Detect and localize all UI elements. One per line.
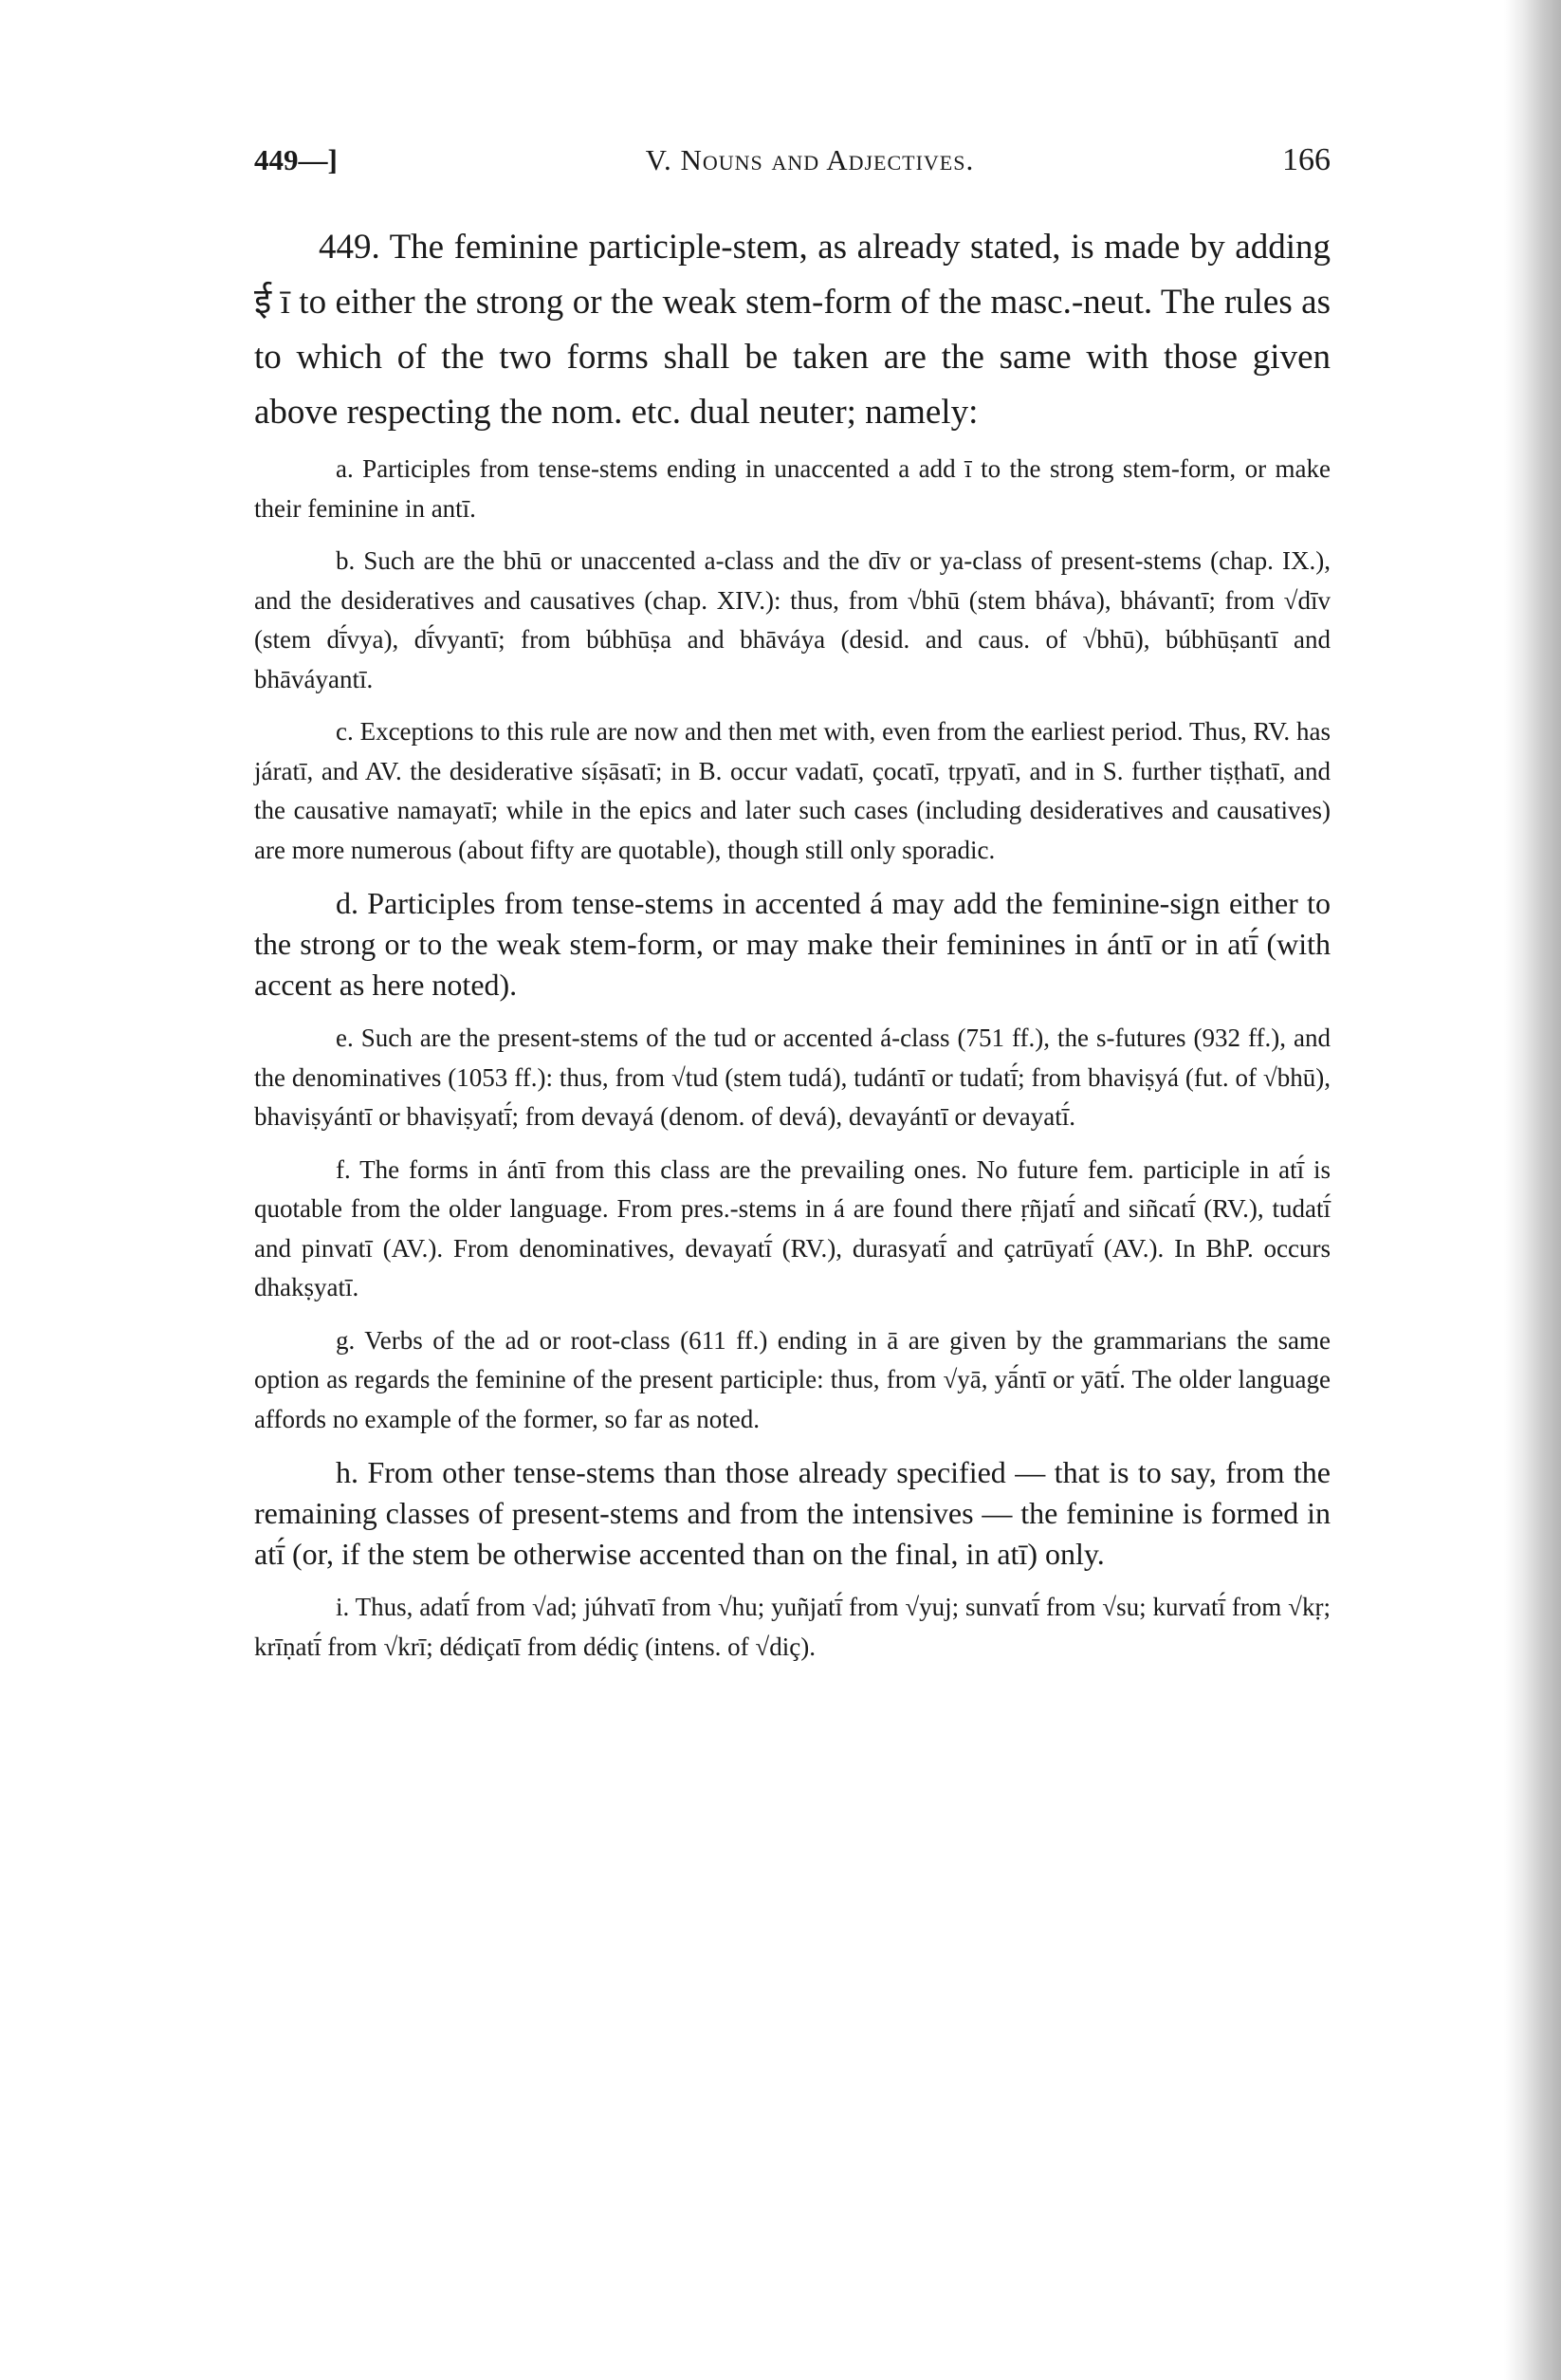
book-page: [254, 142, 1331, 1667]
header-chapter-title: V. Nouns and Adjectives.: [645, 143, 975, 176]
section-e: e. Such are the present-stems of the tud or accented á-class (751 ff.), the s-futures (932 ff.), and the denominatives (1053 ff.): thus, from √tud (stem tudá), tudántī or tudatī́; from bhaviṣyá (fut. of √bhū), bhaviṣyántī or bhaviṣyatī́; from devayá (denom. of devá), devayántī or devayatī́.: [254, 1024, 1331, 1131]
section-h: h. From other tense-stems than those already specified — that is to say, from the remaining classes of present-stems and from the intensives — the feminine is formed in atī́ (or, if the stem be otherwise accented than on the final, in atī) only.: [254, 1455, 1331, 1571]
section-g: g. Verbs of the ad or root-class (611 ff.) ending in ā are given by the grammarians the same option as regards the feminine of the present participle: thus, from √yā, yā́ntī or yātī́. The older language affords no example of the former, so far as noted.: [254, 1325, 1331, 1433]
section-i: i. Thus, adatī́ from √ad; júhvatī from √hu; yuñjatī́ from √yuj; sunvatī́ from √su; kurvatī́ from √kṛ; krīṇatī́ from √krī; dédiçatī from dédiç (intens. of √diç).: [254, 1593, 1331, 1661]
paragraph-449: 449. The feminine participle-stem, as already stated, is made by adding ई ī to either the strong or the weak stem-form of the masc.-neut. The rules as to which of the two forms shall be taken are the same with those given above respecting the nom. etc. dual neuter; namely:: [254, 228, 1331, 432]
running-header: [254, 142, 1331, 178]
header-section-range: 449—]: [254, 143, 338, 176]
page-edge-shadow: [1504, 0, 1561, 2380]
section-d: d. Participles from tense-stems in accented á may add the feminine-sign either to the strong or to the weak stem-form, or may make their feminines in ántī or in atī́ (with accent as here noted).: [254, 886, 1331, 1002]
section-a: a. Participles from tense-stems ending in unaccented a add ī to the strong stem-form, or make their feminine in antī.: [254, 454, 1331, 523]
section-f: f. The forms in ántī from this class are the prevailing ones. No future fem. participle in atī́ is quotable from the older language. From pres.-stems in á are found there ṛñjatī́ and siñcatī́ (RV.), tudatī́ and pinvatī (AV.). From denominatives, devayatī́ (RV.), durasyatī́ and çatrūyatī́ (AV.). In BhP. occurs dhakṣyatī.: [254, 1154, 1331, 1301]
main-paragraph-block: [254, 220, 1331, 440]
section-c: c. Exceptions to this rule are now and then met with, even from the earliest period. Thus, RV. has járatī, and AV. the desiderative síṣāsatī; in B. occur vadatī, çocatī, tṛpyatī, and in S. further tiṣṭhatī, and the causative namayatī; while in the epics and later such cases (including desideratives and causatives) are more numerous (about fifty are quotable), though still only sporadic.: [254, 717, 1331, 864]
section-b: b. Such are the bhū or unaccented a-class and the dīv or ya-class of present-stems (chap. IX.), and the desideratives and causatives (chap. XIV.): thus, from √bhū (stem bháva), bhávantī; from √dīv (stem dī́vya), dī́vyantī; from búbhūṣa and bhāváya (desid. and caus. of √bhū), búbhūṣantī and bhāváyantī.: [254, 546, 1331, 693]
page-number: 166: [1281, 142, 1331, 177]
